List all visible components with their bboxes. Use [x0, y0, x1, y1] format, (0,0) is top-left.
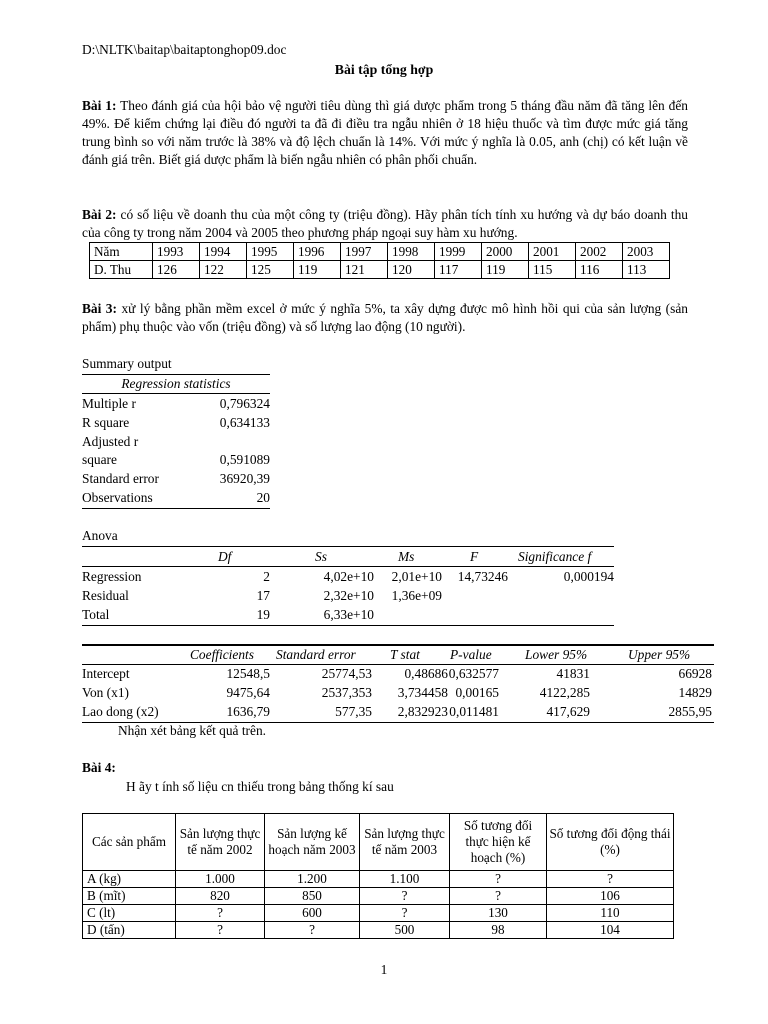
coef-std-error: 25774,53 — [321, 666, 372, 681]
revenue-cell: 122 — [200, 261, 247, 279]
year-cell: 1998 — [388, 243, 435, 261]
table-cell: 106 — [547, 888, 674, 905]
revenue-cell: 115 — [529, 261, 576, 279]
revenue-cell: 126 — [153, 261, 200, 279]
summary-bottom-divider — [82, 508, 270, 509]
revenue-table — [89, 242, 670, 279]
table-cell: ? — [176, 905, 265, 922]
exercise-3-text: xử lý bằng phần mềm excel ở mức ý nghĩa 5%, ta xây dựng được mô hình hồi qui của sản lượng (sản phẩm) phụ thuộc vào vốn (triệu đồng) và số lượng lao động (10 người). — [82, 301, 688, 334]
stat-name: Standard error — [82, 471, 159, 486]
coef-std-error: 2537,353 — [321, 685, 372, 700]
stat-value: 20 — [256, 490, 270, 505]
coef-row-name: Lao dong (x2) — [82, 704, 159, 719]
document-path: D:\NLTK\baitap\baitaptonghop09.doc — [82, 42, 287, 57]
year-cell: 1993 — [153, 243, 200, 261]
coef-p-value: 0,011481 — [449, 704, 499, 719]
coef-value: 12548,5 — [226, 666, 270, 681]
coef-lower: 417,629 — [546, 704, 590, 719]
table-cell: 600 — [265, 905, 360, 922]
column-header: Sản lượng thực tế năm 2002 — [176, 814, 265, 871]
anova-ms: 1,36e+09 — [391, 588, 442, 603]
stat-value: 0,634133 — [219, 415, 270, 430]
coef-lower: 41831 — [556, 666, 590, 681]
coef-header: T stat — [390, 647, 420, 662]
coef-t-stat: 0,48686 — [404, 666, 448, 681]
table-cell: ? — [547, 871, 674, 888]
column-header: Sản lượng thực tế năm 2003 — [360, 814, 450, 871]
exercise-2 — [82, 206, 688, 242]
column-header: Số tương đối động thái (%) — [547, 814, 674, 871]
table-cell: ? — [176, 922, 265, 939]
column-header: Các sản phẩm — [83, 814, 176, 871]
page-number: 1 — [380, 962, 388, 977]
table-cell: A (kg) — [83, 871, 176, 888]
anova-f: 14,73246 — [457, 569, 508, 584]
coef-header: P-value — [450, 647, 492, 662]
coef-t-stat: 2,832923 — [397, 704, 448, 719]
anova-significance: 0,000194 — [563, 569, 614, 584]
table-cell: 1.100 — [360, 871, 450, 888]
table-row — [83, 905, 674, 922]
year-cell: 1997 — [341, 243, 388, 261]
table-cell: 1.000 — [176, 871, 265, 888]
table-cell: 98 — [450, 922, 547, 939]
coef-upper: 66928 — [678, 666, 712, 681]
table-cell: 130 — [450, 905, 547, 922]
revenue-cell: 113 — [623, 261, 670, 279]
revenue-cell: 117 — [435, 261, 482, 279]
table-cell: ? — [360, 905, 450, 922]
table-row — [83, 871, 674, 888]
column-header: Số tương đối thực hiện kế hoạch (%) — [450, 814, 547, 871]
table-cell: D (tấn) — [83, 922, 176, 939]
year-cell: 1995 — [247, 243, 294, 261]
table-cell: ? — [360, 888, 450, 905]
table-cell: 110 — [547, 905, 674, 922]
coef-std-error: 577,35 — [335, 704, 372, 719]
column-header: Sản lượng kế hoạch năm 2003 — [265, 814, 360, 871]
revenue-cell: 119 — [482, 261, 529, 279]
stat-name: Adjusted r — [82, 434, 139, 449]
coef-t-stat: 3,734458 — [397, 685, 448, 700]
stat-name: square — [82, 452, 117, 467]
exercise-4-text: H ãy t ính số liệu cn thiếu trong bảng thống kí sau — [126, 779, 394, 794]
year-cell: 2000 — [482, 243, 529, 261]
coef-header: Lower 95% — [525, 647, 588, 662]
anova-title: Anova — [82, 528, 118, 543]
coef-p-value: 0,00165 — [455, 685, 499, 700]
table-row — [83, 922, 674, 939]
table-cell: 1.200 — [265, 871, 360, 888]
table-cell: 104 — [547, 922, 674, 939]
anova-df: 2 — [263, 569, 270, 584]
coef-value: 1636,79 — [226, 704, 270, 719]
table-cell: ? — [450, 871, 547, 888]
stat-name: R square — [82, 415, 130, 430]
table-cell: 850 — [265, 888, 360, 905]
anova-row-name: Total — [82, 607, 110, 622]
anova-header-significance: Significance f — [518, 549, 592, 564]
anova-top-divider — [82, 546, 614, 547]
regression-statistics-divider — [82, 393, 270, 394]
coef-value: 9475,64 — [226, 685, 270, 700]
table-row — [90, 243, 670, 261]
summary-divider — [82, 374, 270, 375]
anova-header-divider — [82, 566, 614, 567]
anova-df: 17 — [256, 588, 270, 603]
exercise-2-text: có số liệu về doanh thu của một công ty (triệu đồng). Hãy phân tích tính xu hướng và dự báo doanh thu của công ty trong năm 2004 và 2005 theo phương pháp ngoại suy hàm xu hướng. — [82, 207, 688, 240]
anova-row-name: Regression — [82, 569, 142, 584]
stat-name: Observations — [82, 490, 153, 505]
coef-header: Coefficients — [190, 647, 254, 662]
anova-ss: 2,32e+10 — [323, 588, 374, 603]
stat-value: 0,796324 — [219, 396, 270, 411]
year-row-label: Năm — [90, 243, 153, 261]
table-row — [83, 888, 674, 905]
year-cell: 2002 — [576, 243, 623, 261]
revenue-cell: 121 — [341, 261, 388, 279]
document-title: Bài tập tổng hợp — [334, 62, 434, 77]
table-cell: ? — [265, 922, 360, 939]
coef-header: Standard error — [276, 647, 356, 662]
anova-row-name: Residual — [82, 588, 129, 603]
coef-p-value: 0,632577 — [448, 666, 499, 681]
revenue-cell: 119 — [294, 261, 341, 279]
anova-header-df: Df — [218, 549, 232, 564]
coef-row-name: Von (x1) — [82, 685, 129, 700]
exercise-4-label: Bài 4: — [82, 760, 116, 775]
regression-statistics-title: Regression statistics — [121, 376, 231, 391]
year-cell: 1999 — [435, 243, 482, 261]
summary-output-title: Summary output — [82, 356, 172, 371]
exercise-3-comment: Nhận xét bảng kết quả trên. — [118, 723, 266, 738]
stat-value: 36920,39 — [219, 471, 270, 486]
year-cell: 1996 — [294, 243, 341, 261]
table-cell: 500 — [360, 922, 450, 939]
anova-bottom-divider — [82, 625, 614, 626]
exercise-3-label: Bài 3: — [82, 301, 117, 316]
table-cell: B (mĩt) — [83, 888, 176, 905]
anova-header-ms: Ms — [398, 549, 415, 564]
anova-header-ss: Ss — [315, 549, 327, 564]
coef-upper: 2855,95 — [668, 704, 712, 719]
coef-upper: 14829 — [678, 685, 712, 700]
exercise-1-label: Bài 1: — [82, 98, 117, 113]
coef-header-divider — [82, 664, 714, 665]
revenue-cell: 125 — [247, 261, 294, 279]
stat-name: Multiple r — [82, 396, 136, 411]
exercise-3 — [82, 300, 688, 336]
coef-top-divider — [82, 644, 714, 646]
coef-header: Upper 95% — [628, 647, 691, 662]
statistics-table — [82, 813, 674, 939]
anova-df: 19 — [256, 607, 270, 622]
exercise-2-label: Bài 2: — [82, 207, 117, 222]
year-cell: 2001 — [529, 243, 576, 261]
table-cell: ? — [450, 888, 547, 905]
anova-ss: 6,33e+10 — [323, 607, 374, 622]
table-row — [90, 261, 670, 279]
revenue-row-label: D. Thu — [90, 261, 153, 279]
revenue-cell: 116 — [576, 261, 623, 279]
table-cell: 820 — [176, 888, 265, 905]
anova-ms: 2,01e+10 — [391, 569, 442, 584]
coef-lower: 4122,285 — [539, 685, 590, 700]
year-cell: 2003 — [623, 243, 670, 261]
table-cell: C (lt) — [83, 905, 176, 922]
revenue-cell: 120 — [388, 261, 435, 279]
anova-header-f: F — [470, 549, 479, 564]
exercise-1-text: Theo đánh giá của hội bảo vệ người tiêu dùng thì giá dược phẩm trong 5 tháng đầu năm đã tăng lên đến 49%. Để kiểm chứng lại điều đó người ta đã đi điều tra ngẫu nhiên ở 18 hiệu thuốc và tìm được mức giá tăng trung bình so với năm trước là 38% và độ lệch chuẩn là 14%. Với mức ý nghĩa là 0.05, anh (chị) có kết luận về đánh giá trên. Biết giá dược phẩm là biến ngẫu nhiên có phân phối chuẩn. — [82, 98, 689, 167]
stat-value: 0,591089 — [219, 452, 270, 467]
exercise-1 — [82, 97, 688, 169]
coef-row-name: Intercept — [82, 666, 130, 681]
table-header-row — [83, 814, 674, 871]
anova-ss: 4,02e+10 — [323, 569, 374, 584]
year-cell: 1994 — [200, 243, 247, 261]
